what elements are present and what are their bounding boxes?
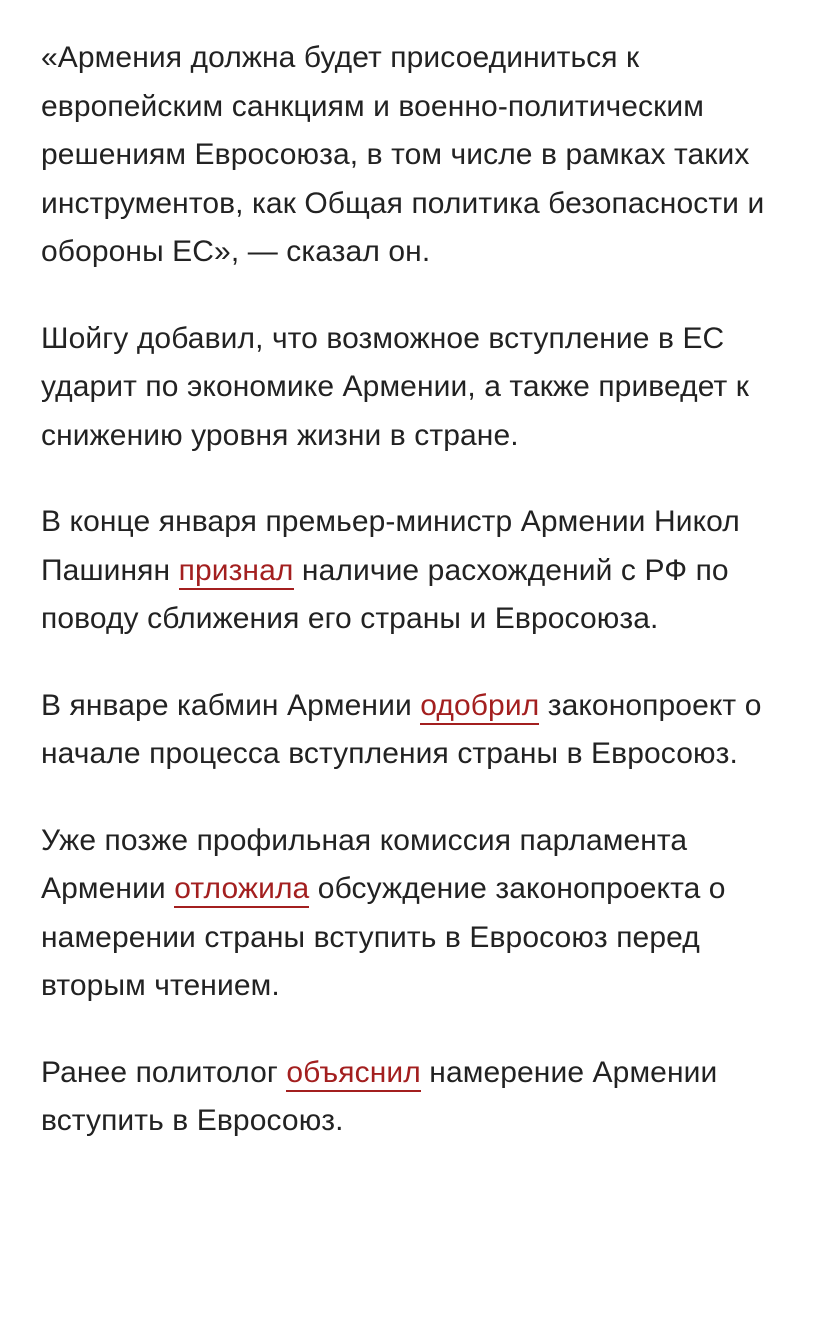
paragraph-shoigu: [41, 315, 788, 461]
paragraph-quote: [41, 34, 788, 277]
paragraph-politologist: [41, 1049, 788, 1146]
paragraph-cabinet: [41, 682, 788, 779]
link-odobril[interactable]: одобрил: [420, 689, 539, 725]
link-otlozhila[interactable]: отложила: [174, 872, 309, 908]
paragraph-text: Шойгу добавил, что возможное вступление в ЕС ударит по экономике Армении, а также приведет к снижению уровня жизни в стране.: [41, 321, 750, 452]
paragraph-text: наличие расхождений с РФ по поводу сближения его страны и Евросоюза.: [41, 553, 729, 635]
paragraph-text: Ранее политолог: [41, 1055, 287, 1089]
paragraph-text: Уже позже профильная комиссия парламента Армении: [41, 823, 688, 905]
paragraph-text: «Армения должна будет присоединиться к европейским санкциям и военно-политическим решениям Евросоюза, в том числе в рамках таких инструментов, как Общая политика безопасности и обороны ЕС», — сказал он.: [41, 41, 765, 268]
paragraph-text: намерение Армении вступить в Евросоюз.: [41, 1055, 718, 1137]
link-obyasnil[interactable]: объяснил: [286, 1056, 421, 1092]
paragraph-text: обсуждение законопроекта о намерении страны вступить в Евросоюз перед вторым чтением.: [41, 872, 726, 1002]
paragraph-commission: [41, 817, 788, 1011]
paragraph-pashinyan: [41, 498, 788, 644]
link-priznal[interactable]: признал: [179, 554, 294, 590]
paragraph-text: законопроект о начале процесса вступления страны в Евросоюз.: [41, 688, 762, 770]
paragraph-text: В январе кабмин Армении: [41, 688, 421, 722]
paragraph-text: В конце января премьер-министр Армении Никол Пашинян: [41, 505, 740, 587]
